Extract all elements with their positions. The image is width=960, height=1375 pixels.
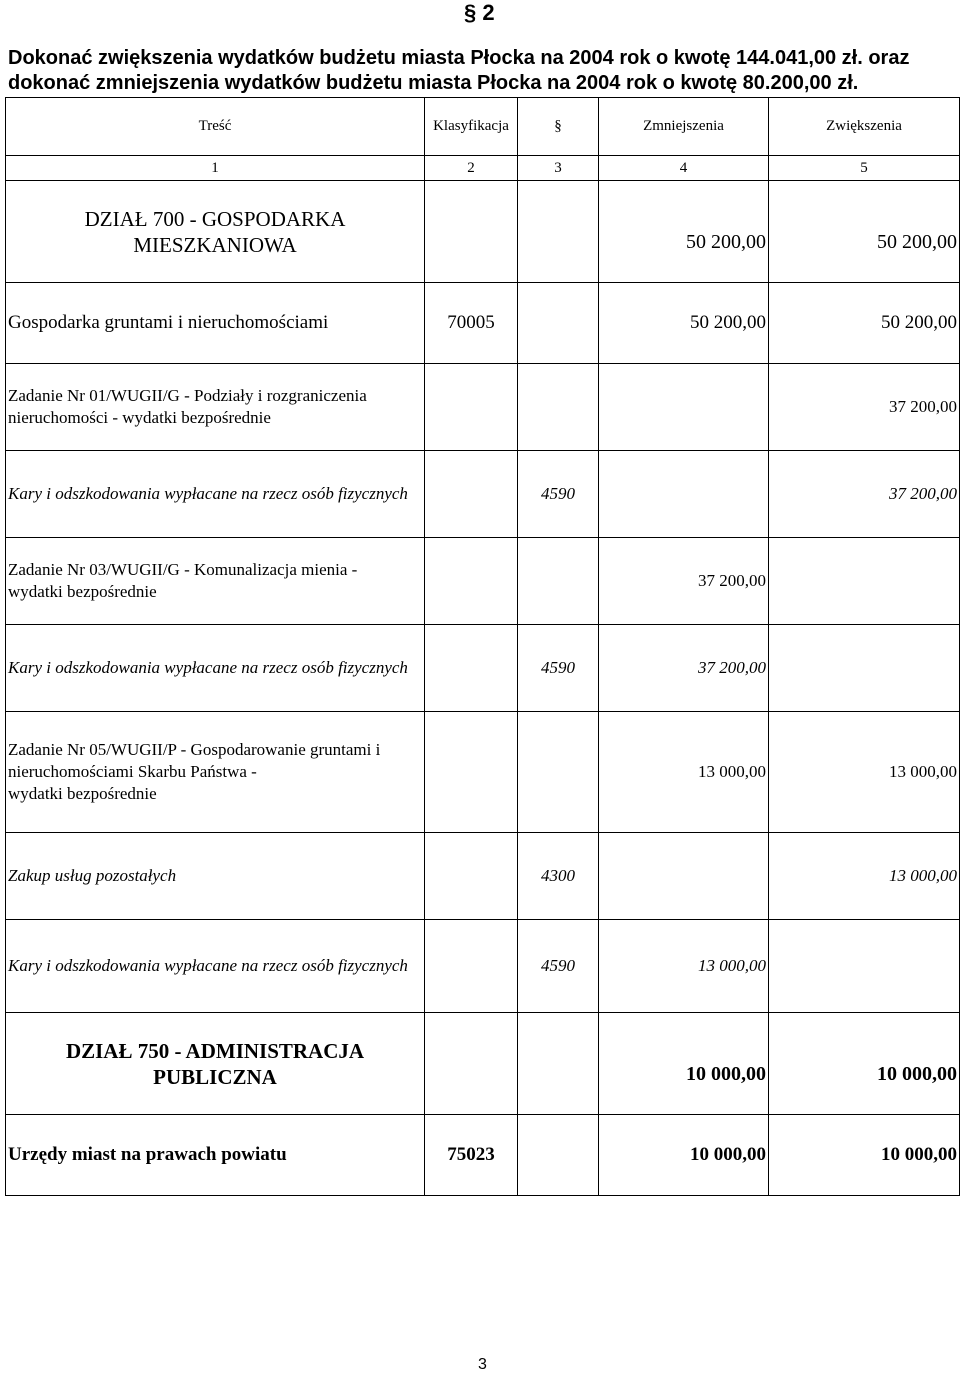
paragraph-cell: 4300	[518, 833, 599, 920]
zwiekszenia-cell: 50 200,00	[769, 181, 960, 283]
zmniejszenia-cell: 10 000,00	[599, 1013, 769, 1115]
header-paragraph: §	[518, 98, 599, 156]
table-row	[6, 1013, 960, 1115]
zadanie-prefix: Zadanie Nr	[8, 740, 85, 759]
paragraf-desc: Kary i odszkodowania wypłacane na rzecz osób fizycznych	[6, 625, 425, 712]
zmniejszenia-cell: 37 200,00	[599, 625, 769, 712]
zwiekszenia-cell	[769, 625, 960, 712]
paragraf-desc: Kary i odszkodowania wypłacane na rzecz osób fizycznych	[6, 451, 425, 538]
zadanie-description: Podziały i rozgraniczenia nieruchomości -	[8, 386, 367, 427]
zmniejszenia-cell: 10 000,00	[599, 1115, 769, 1196]
col-number: 3	[518, 156, 599, 181]
zwiekszenia-cell	[769, 920, 960, 1013]
rozdzial-name: Gospodarka gruntami i nieruchomościami	[6, 283, 425, 364]
table-header-row	[6, 98, 960, 156]
col-number: 5	[769, 156, 960, 181]
table-row	[6, 833, 960, 920]
paragraph-cell	[518, 283, 599, 364]
zadanie-prefix: Zadanie Nr	[8, 386, 85, 405]
table-row	[6, 538, 960, 625]
col-number: 1	[6, 156, 425, 181]
zmniejszenia-cell: 13 000,00	[599, 920, 769, 1013]
paragraph-cell	[518, 712, 599, 833]
table-row	[6, 283, 960, 364]
zadanie-description: Komunalizacja mienia -	[194, 560, 358, 579]
dzial-name-line2: MIESZKANIOWA	[133, 232, 297, 257]
column-number-row	[6, 156, 960, 181]
zwiekszenia-cell: 37 200,00	[769, 364, 960, 451]
dzial-name	[6, 1013, 425, 1115]
header-zmniejszenia: Zmniejszenia	[599, 98, 769, 156]
header-zwiekszenia: Zwiększenia	[769, 98, 960, 156]
zmniejszenia-cell	[599, 833, 769, 920]
paragraf-desc: Kary i odszkodowania wypłacane na rzecz osób fizycznych	[6, 920, 425, 1013]
zadanie-code: 05/WUGII/P -	[89, 740, 187, 759]
paragraph-cell: 4590	[518, 625, 599, 712]
table-row	[6, 451, 960, 538]
zmniejszenia-cell: 50 200,00	[599, 181, 769, 283]
header-klasyfikacja: Klasyfikacja	[425, 98, 518, 156]
table-row	[6, 1115, 960, 1196]
klasyfikacja-cell	[425, 833, 518, 920]
paragraph-cell	[518, 364, 599, 451]
col-number: 4	[599, 156, 769, 181]
paragraph-cell: 4590	[518, 451, 599, 538]
paragraph-cell	[518, 1013, 599, 1115]
klasyfikacja-cell	[425, 712, 518, 833]
rozdzial-name: Urzędy miast na prawach powiatu	[6, 1115, 425, 1196]
zmniejszenia-cell: 37 200,00	[599, 538, 769, 625]
klasyfikacja-cell: 75023	[425, 1115, 518, 1196]
klasyfikacja-cell	[425, 538, 518, 625]
zwiekszenia-cell: 37 200,00	[769, 451, 960, 538]
table-row	[6, 625, 960, 712]
zmniejszenia-cell	[599, 364, 769, 451]
table-row	[6, 181, 960, 283]
klasyfikacja-cell	[425, 625, 518, 712]
paragraph-cell: 4590	[518, 920, 599, 1013]
paragraph-cell	[518, 538, 599, 625]
klasyfikacja-cell	[425, 451, 518, 538]
table-row	[6, 712, 960, 833]
zwiekszenia-cell: 13 000,00	[769, 712, 960, 833]
paragraph-cell	[518, 1115, 599, 1196]
zadanie-desc	[6, 364, 425, 451]
klasyfikacja-cell	[425, 364, 518, 451]
paragraf-desc: Zakup usług pozostałych	[6, 833, 425, 920]
dzial-name-line2: PUBLICZNA	[153, 1064, 277, 1089]
zadanie-code: 03/WUGII/G -	[89, 560, 190, 579]
zmniejszenia-cell	[599, 451, 769, 538]
zwiekszenia-cell: 10 000,00	[769, 1115, 960, 1196]
page-number: 3	[478, 1356, 487, 1373]
table-row	[6, 364, 960, 451]
zadanie-desc	[6, 712, 425, 833]
zadanie-tail: wydatki bezpośrednie	[122, 408, 271, 427]
header-tresc: Treść	[6, 98, 425, 156]
dzial-name	[6, 181, 425, 283]
intro-paragraph	[8, 46, 953, 96]
dzial-name-line1: DZIAŁ 700 - GOSPODARKA	[84, 206, 346, 231]
col-number: 2	[425, 156, 518, 181]
zwiekszenia-cell: 13 000,00	[769, 833, 960, 920]
zmniejszenia-cell: 50 200,00	[599, 283, 769, 364]
table-row	[6, 920, 960, 1013]
zadanie-tail: wydatki bezpośrednie	[8, 784, 157, 803]
klasyfikacja-cell: 70005	[425, 283, 518, 364]
budget-table	[5, 97, 960, 1196]
zadanie-code: 01/WUGII/G -	[89, 386, 190, 405]
klasyfikacja-cell	[425, 1013, 518, 1115]
section-mark: § 2	[464, 0, 495, 25]
zwiekszenia-cell: 50 200,00	[769, 283, 960, 364]
zadanie-tail: wydatki bezpośrednie	[8, 582, 157, 601]
intro-line-2: dokonać zmniejszenia wydatków budżetu miasta Płocka na 2004 rok o kwotę 80.200,00 zł.	[8, 72, 859, 94]
zwiekszenia-cell: 10 000,00	[769, 1013, 960, 1115]
klasyfikacja-cell	[425, 181, 518, 283]
zadanie-prefix: Zadanie Nr	[8, 560, 85, 579]
dzial-name-line1: DZIAŁ 750 - ADMINISTRACJA	[65, 1038, 365, 1063]
intro-line-1: Dokonać zwiększenia wydatków budżetu miasta Płocka na 2004 rok o kwotę 144.041,00 zł. oraz	[8, 47, 910, 69]
klasyfikacja-cell	[425, 920, 518, 1013]
zadanie-desc	[6, 538, 425, 625]
zmniejszenia-cell: 13 000,00	[599, 712, 769, 833]
zwiekszenia-cell	[769, 538, 960, 625]
paragraph-cell	[518, 181, 599, 283]
zadanie-description: Gospodarowanie gruntami i nieruchomościami Skarbu Państwa -	[8, 740, 381, 781]
